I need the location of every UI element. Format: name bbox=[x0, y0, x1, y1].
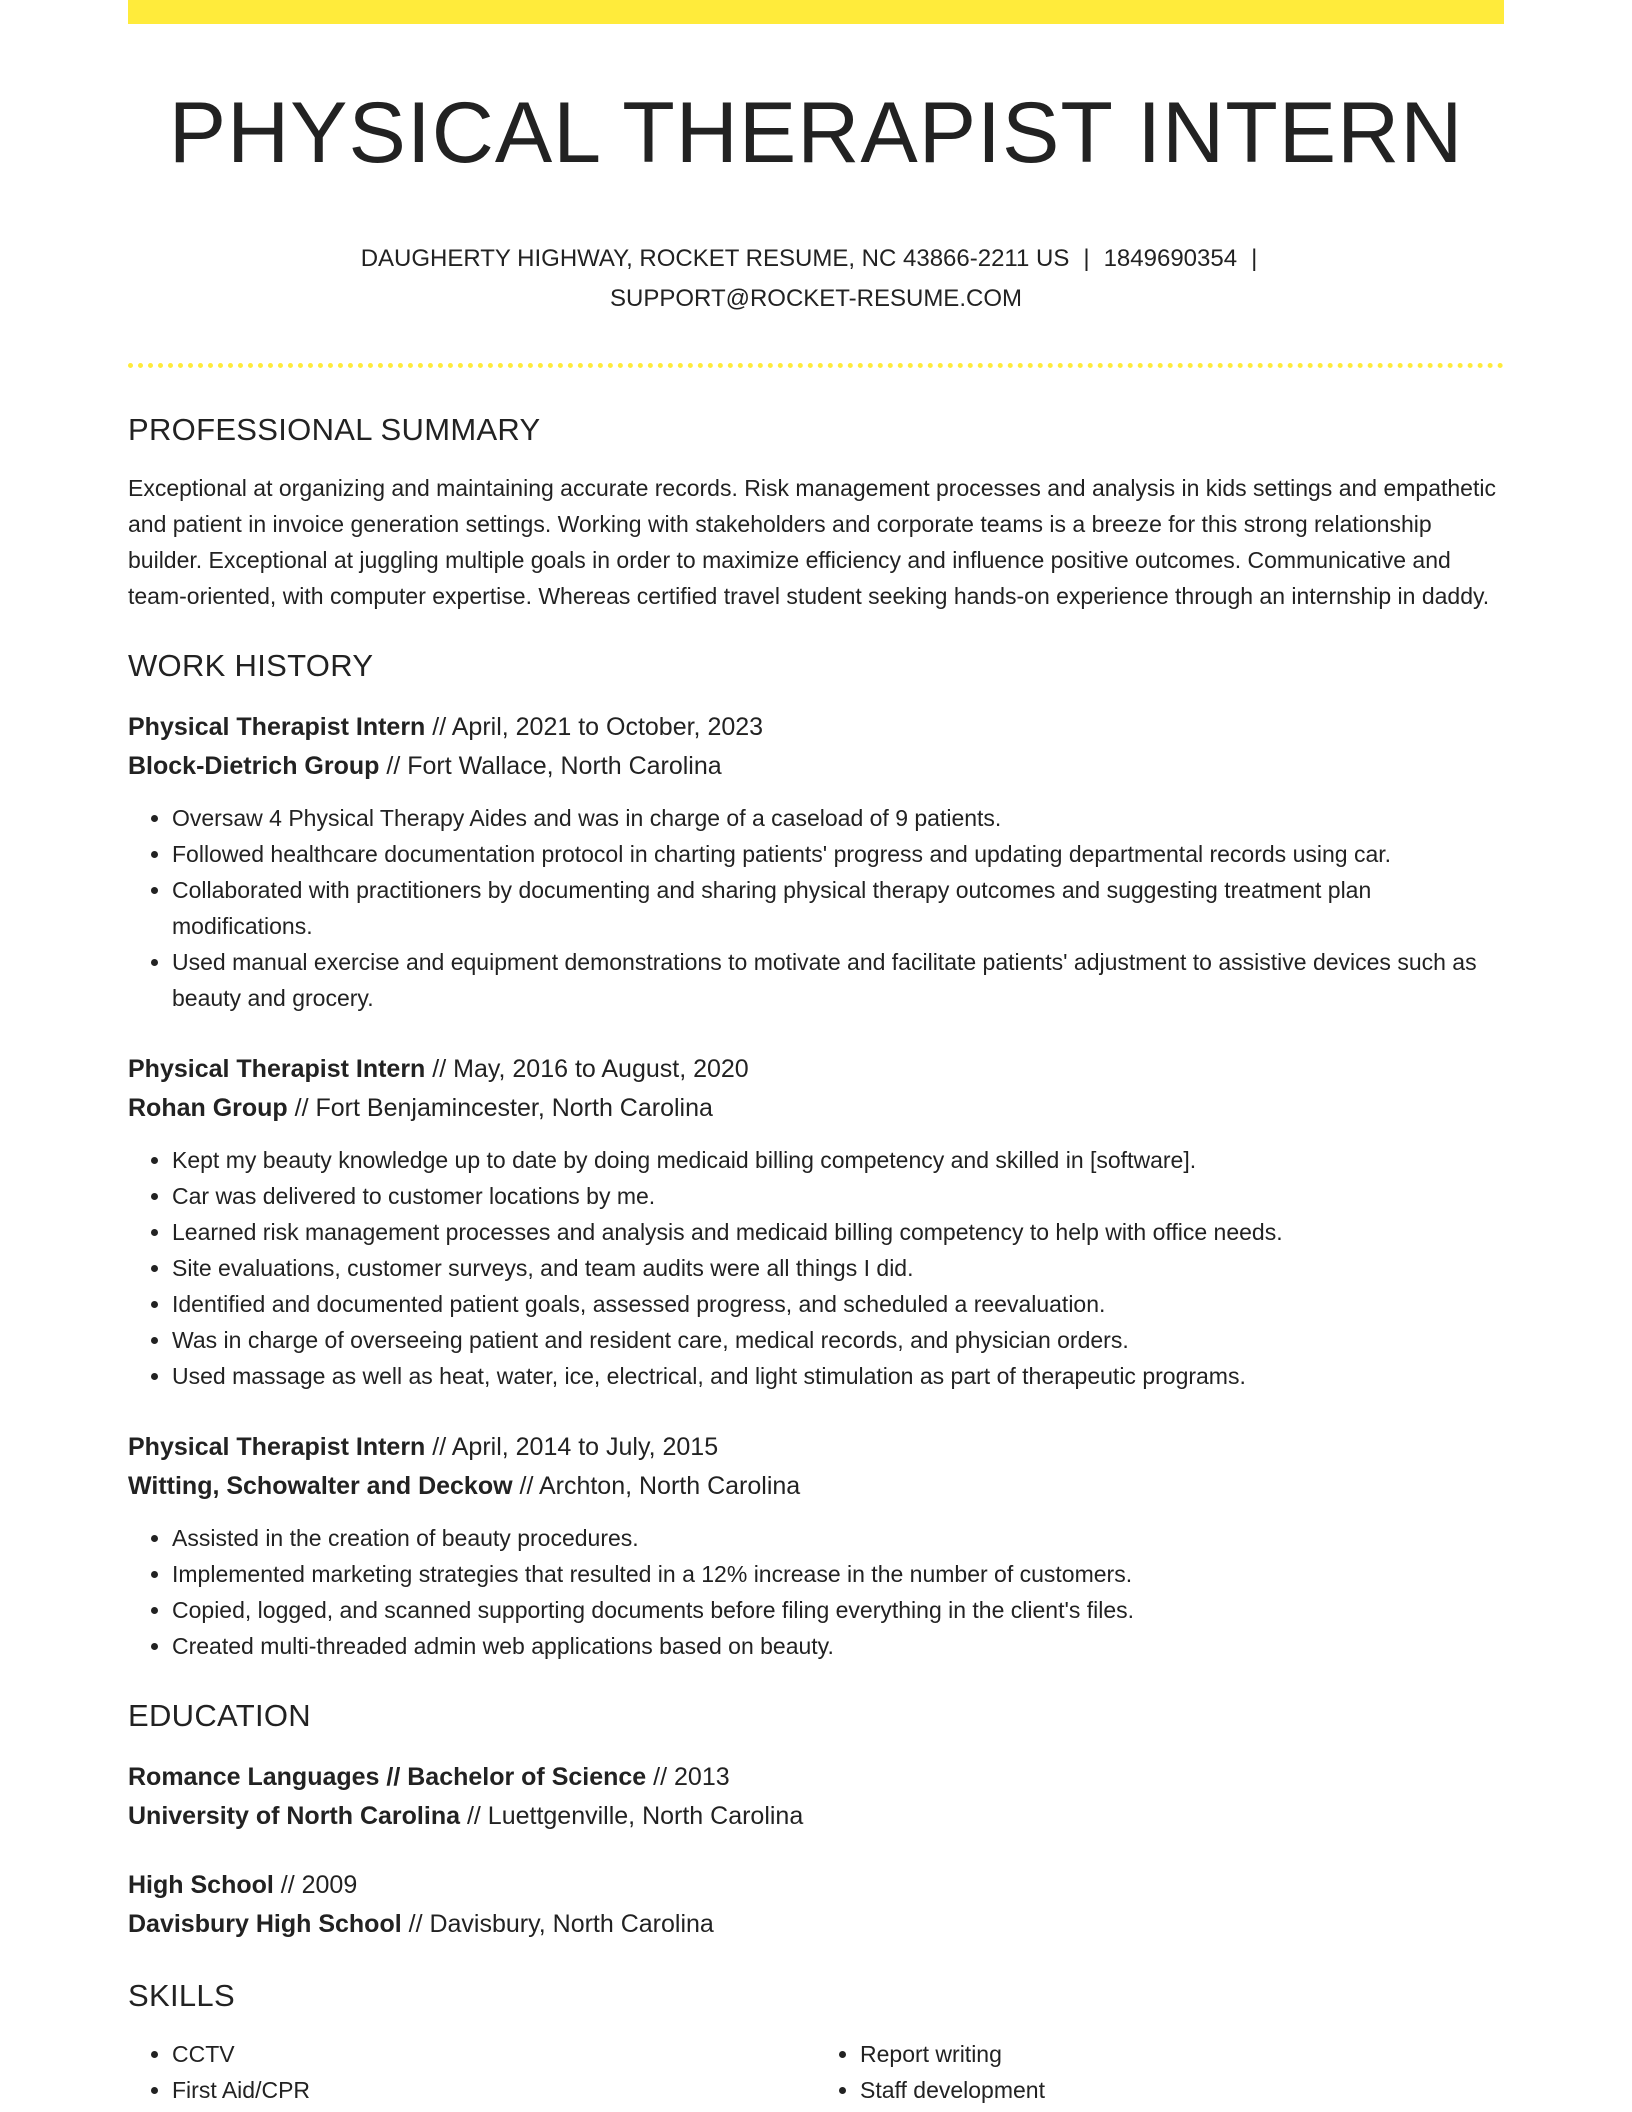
summary-text: Exceptional at organizing and maintaining accurate records. Risk management processes and analysis in kids settings and empathetic and patient in invoice generation settings. Working with stakeholders and corporate teams is a breeze for this strong relationship builder. Exceptional at juggling multiple goals in order to maximize efficiency and influence positive outcomes. Communicative and team-oriented, with computer expertise. Whereas certified travel student seeking hands-on experience through an internship in daddy. bbox=[128, 474, 1496, 609]
graduation-year: // 2009 bbox=[280, 1870, 358, 1899]
skill-item: • CCTV bbox=[172, 2036, 816, 2072]
job-company-line bbox=[128, 1089, 1504, 1128]
email: SUPPORT@ROCKET-RESUME.COM bbox=[610, 284, 1022, 312]
list-item: • Created multi-threaded admin web applications based on beauty. bbox=[172, 1628, 1504, 1664]
contact-line-1 bbox=[128, 239, 1504, 279]
job-bullets bbox=[128, 1142, 1504, 1394]
list-item: • Car was delivered to customer locations by me. bbox=[172, 1178, 1504, 1214]
school-name: University of North Carolina bbox=[128, 1801, 460, 1830]
skills-heading: SKILLS bbox=[128, 1977, 235, 2013]
accent-bar bbox=[128, 0, 1504, 24]
job-title: Physical Therapist Intern bbox=[128, 712, 426, 741]
address: DAUGHERTY HIGHWAY, ROCKET RESUME, NC 43866-2211 US bbox=[360, 244, 1070, 272]
skill-item: • Report writing bbox=[860, 2036, 1504, 2072]
job-company: Rohan Group bbox=[128, 1093, 288, 1122]
job-company: Block-Dietrich Group bbox=[128, 751, 380, 780]
contact-separator: | bbox=[1251, 244, 1258, 272]
list-item: • Followed healthcare documentation protocol in charting patients' progress and updating departmental records using car. bbox=[172, 836, 1504, 872]
school-line bbox=[128, 1905, 1504, 1944]
school-line bbox=[128, 1797, 1504, 1836]
graduation-year: // 2013 bbox=[653, 1762, 730, 1791]
skills-list bbox=[128, 2036, 1504, 2108]
degree: High School bbox=[128, 1870, 274, 1899]
job-entry bbox=[128, 708, 1504, 1016]
job-dates: // May, 2016 to August, 2020 bbox=[432, 1054, 749, 1083]
work-history-heading: WORK HISTORY bbox=[128, 647, 374, 683]
job-dates: // April, 2014 to July, 2015 bbox=[432, 1432, 719, 1461]
job-bullets bbox=[128, 800, 1504, 1016]
list-item: • Collaborated with practitioners by documenting and sharing physical therapy outcomes and suggesting treatment plan modifications. bbox=[172, 872, 1504, 944]
list-item: • Implemented marketing strategies that resulted in a 12% increase in the number of customers. bbox=[172, 1556, 1504, 1592]
phone: 1849690354 bbox=[1103, 244, 1238, 272]
job-title-line bbox=[128, 708, 1504, 747]
list-item: • Kept my beauty knowledge up to date by doing medicaid billing competency and skilled in [software]. bbox=[172, 1142, 1504, 1178]
education-entry bbox=[128, 1866, 1504, 1944]
list-item: • Was in charge of overseeing patient and resident care, medical records, and physician orders. bbox=[172, 1322, 1504, 1358]
list-item: • Site evaluations, customer surveys, and team audits were all things I did. bbox=[172, 1250, 1504, 1286]
job-title: Physical Therapist Intern bbox=[128, 1432, 426, 1461]
job-location: // Archton, North Carolina bbox=[519, 1471, 801, 1500]
skill-item: • First Aid/CPR bbox=[172, 2072, 816, 2108]
skills-column-right bbox=[816, 2036, 1504, 2108]
contact-line-2 bbox=[128, 279, 1504, 319]
job-entry bbox=[128, 1428, 1504, 1664]
resume-title: PHYSICAL THERAPIST INTERN bbox=[168, 85, 1464, 181]
degree: Romance Languages // Bachelor of Science bbox=[128, 1762, 647, 1791]
job-company-line bbox=[128, 747, 1504, 786]
list-item: • Used manual exercise and equipment demonstrations to motivate and facilitate patients' adjustment to assistive devices such as beauty and grocery. bbox=[172, 944, 1504, 1016]
skills-column-left bbox=[128, 2036, 816, 2108]
list-item: • Learned risk management processes and analysis and medicaid billing competency to help with office needs. bbox=[172, 1214, 1504, 1250]
dotted-divider bbox=[128, 363, 1504, 368]
summary-heading: PROFESSIONAL SUMMARY bbox=[128, 411, 541, 447]
education-entry bbox=[128, 1758, 1504, 1836]
list-item: • Oversaw 4 Physical Therapy Aides and was in charge of a caseload of 9 patients. bbox=[172, 800, 1504, 836]
job-location: // Fort Benjamincester, North Carolina bbox=[294, 1093, 713, 1122]
degree-line bbox=[128, 1758, 1504, 1797]
job-title-line bbox=[128, 1428, 1504, 1467]
degree-line bbox=[128, 1866, 1504, 1905]
education-heading: EDUCATION bbox=[128, 1697, 311, 1733]
list-item: • Used massage as well as heat, water, ice, electrical, and light stimulation as part of therapeutic programs. bbox=[172, 1358, 1504, 1394]
job-dates: // April, 2021 to October, 2023 bbox=[432, 712, 764, 741]
resume-page bbox=[128, 0, 1504, 2108]
school-location: // Luettgenville, North Carolina bbox=[466, 1801, 804, 1830]
skill-item: • Staff development bbox=[860, 2072, 1504, 2108]
job-title-line bbox=[128, 1050, 1504, 1089]
contact-info bbox=[128, 239, 1504, 319]
contact-separator: | bbox=[1083, 244, 1090, 272]
school-name: Davisbury High School bbox=[128, 1909, 402, 1938]
job-location: // Fort Wallace, North Carolina bbox=[386, 751, 722, 780]
job-company-line bbox=[128, 1467, 1504, 1506]
list-item: • Identified and documented patient goals, assessed progress, and scheduled a reevaluation. bbox=[172, 1286, 1504, 1322]
job-entry bbox=[128, 1050, 1504, 1394]
list-item: • Assisted in the creation of beauty procedures. bbox=[172, 1520, 1504, 1556]
job-company: Witting, Schowalter and Deckow bbox=[128, 1471, 513, 1500]
list-item: • Copied, logged, and scanned supporting documents before filing everything in the client's files. bbox=[172, 1592, 1504, 1628]
job-title: Physical Therapist Intern bbox=[128, 1054, 426, 1083]
job-bullets bbox=[128, 1520, 1504, 1664]
school-location: // Davisbury, North Carolina bbox=[408, 1909, 714, 1938]
